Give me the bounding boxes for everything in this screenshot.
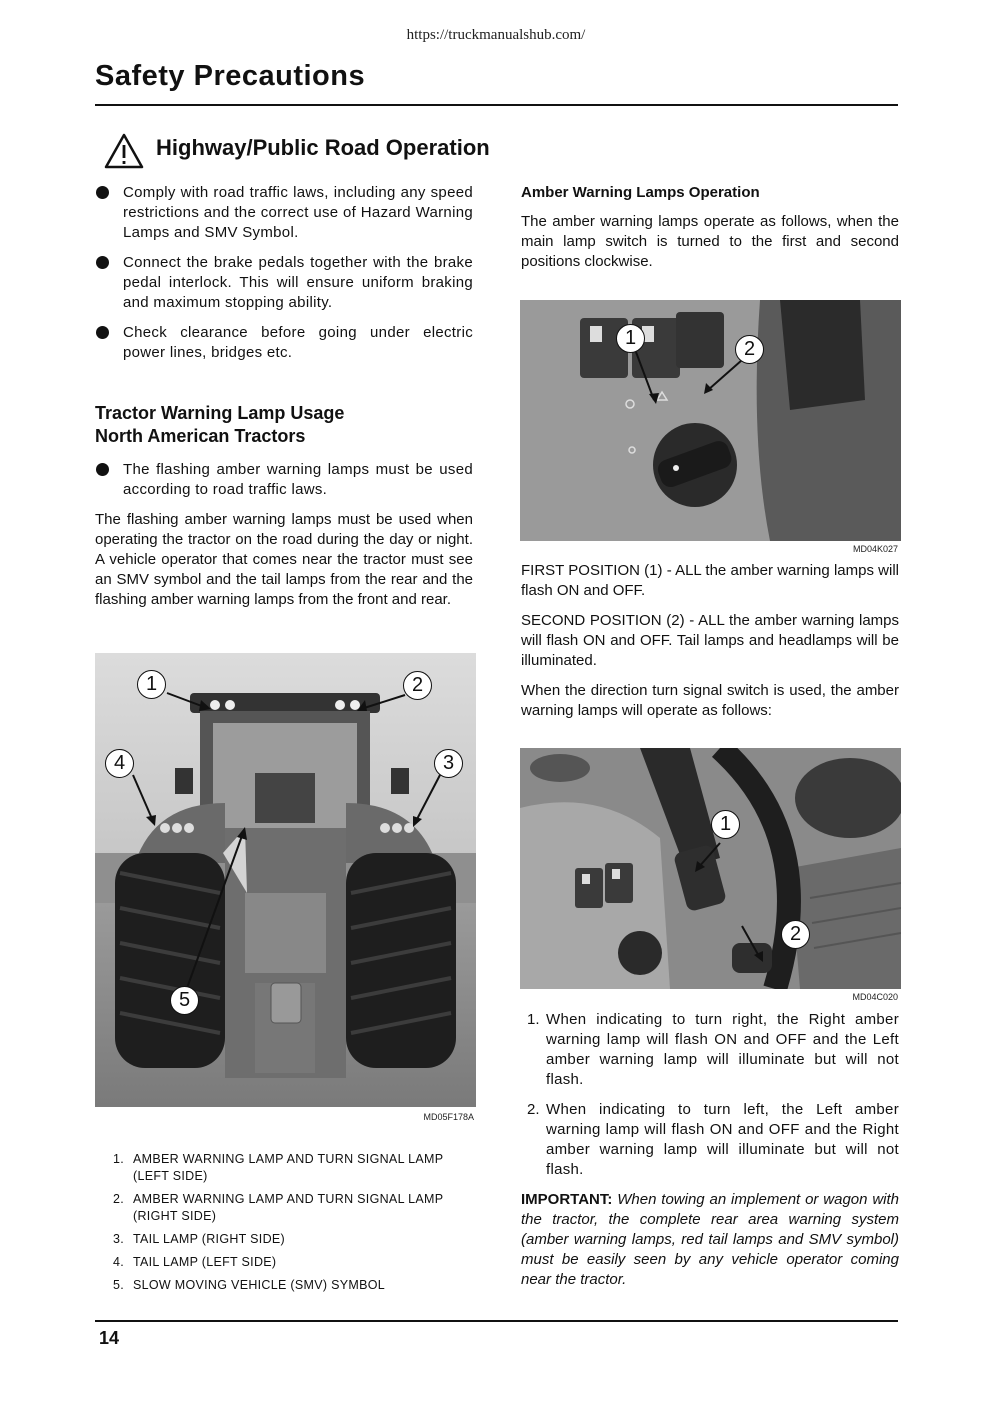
bullet-item [95,323,473,363]
switch-positions [521,561,899,721]
left-bullet-2 [95,460,473,500]
header-rule [95,104,898,106]
source-url: https://truckmanualshub.com/ [406,27,586,43]
bullet-item [95,460,473,500]
page-number: 14 [99,1328,120,1348]
callout-5: 5 [170,986,199,1015]
legend-number: 4. [113,1255,125,1269]
list-item [521,1100,899,1180]
turn-signal-intro: When the direction turn signal switch is used, the amber warning lamps will operate as follows: [521,682,899,719]
callout-1: 1 [616,324,645,353]
figure-legend [113,1151,473,1294]
left-paragraph [95,510,473,610]
important-label: IMPORTANT: [521,1191,613,1208]
left-bullets [95,183,473,363]
bullet-dot [96,256,109,269]
callout-1: 1 [711,810,740,839]
list-text: When indicating to turn right, the Right amber warning lamp will flash ON and OFF and the Left amber warning lamp will illuminate but will not flash. [546,1011,899,1088]
legend-number: 2. [113,1192,125,1206]
turn-signal-photo [520,748,901,989]
page-title: Safety Precautions [95,60,366,92]
bullet-dot [96,326,109,339]
warning-triangle-icon [104,133,144,169]
important-text: When towing an implement or wagon with the tractor, the complete rear area warning system (amber warning lamps, red tail lamps and SMV symbol) must be easily seen by any vehicle operator coming near the tractor. [521,1191,899,1288]
bullet-item [95,253,473,313]
legend-item [113,1231,473,1248]
subhead-line-2: North American Tractors [95,426,306,446]
important-note [521,1190,899,1290]
bullet-text: Comply with road traffic laws, including any speed restrictions and the correct use of Hazard Warning Lamps and SMV Symbol. [123,184,473,241]
callout-4: 4 [105,749,134,778]
bullet-dot [96,463,109,476]
footer-rule [95,1320,898,1322]
bullet-text: Check clearance before going under electric power lines, bridges etc. [123,324,473,361]
legend-number: 5. [113,1278,125,1292]
callout-3: 3 [434,749,463,778]
legend-text: TAIL LAMP (LEFT SIDE) [133,1255,277,1269]
section-title: Highway/Public Road Operation [156,135,490,160]
paragraph-text: The flashing amber warning lamps must be used when operating the tractor on the road during the day or night. A vehicle operator that comes near the tractor must see an SMV symbol and the tail lamps from the rear and the flashing amber warning lamps from the front and rear. [95,511,473,608]
figure-id: MD05F178A [423,1112,474,1122]
list-number: 1. [527,1011,540,1028]
legend-text: AMBER WARNING LAMP AND TURN SIGNAL LAMP (RIGHT SIDE) [133,1192,444,1223]
second-position-text: SECOND POSITION (2) - ALL the amber warning lamps will flash ON and OFF. Tail lamps and headlamps will be illuminated. [521,612,899,669]
bullet-dot [96,186,109,199]
legend-text: TAIL LAMP (RIGHT SIDE) [133,1232,285,1246]
legend-item [113,1254,473,1271]
figure-id: MD04K027 [852,544,898,554]
figure-id: MD04C020 [852,992,898,1002]
first-position-text: FIRST POSITION (1) - ALL the amber warning lamps will flash ON and OFF. [521,562,899,599]
list-item [521,1010,899,1090]
lamp-switch-photo [520,300,901,541]
callout-2: 2 [735,335,764,364]
subhead-line-1: Tractor Warning Lamp Usage [95,403,345,423]
list-text: When indicating to turn left, the Left amber warning lamp will flash ON and OFF and the Right amber warning lamp will illuminate but will not flash. [546,1101,899,1178]
callout-2: 2 [403,671,432,700]
amber-lamps-intro: The amber warning lamps operate as follows, when the main lamp switch is turned to the first and second positions clockwise. [521,213,899,270]
bullet-text: The flashing amber warning lamps must be used according to road traffic laws. [123,461,473,498]
tractor-rear-photo [95,653,476,1107]
callout-1: 1 [137,670,166,699]
callout-2: 2 [781,920,810,949]
legend-text: AMBER WARNING LAMP AND TURN SIGNAL LAMP (LEFT SIDE) [133,1152,444,1183]
lamp-switch-illustration [520,300,901,541]
amber-lamps-section [521,184,899,272]
tractor-illustration [95,653,476,1107]
legend-number: 3. [113,1232,125,1246]
legend-item [113,1151,473,1185]
tractor-lamp-subhead [95,402,473,448]
turn-signal-illustration [520,748,901,989]
amber-lamps-heading: Amber Warning Lamps Operation [521,184,760,201]
legend-text: SLOW MOVING VEHICLE (SMV) SYMBOL [133,1278,386,1292]
legend-number: 1. [113,1152,125,1166]
bullet-text: Connect the brake pedals together with the brake pedal interlock. This will ensure uniform braking and maximum stopping ability. [123,254,473,311]
legend-item [113,1277,473,1294]
bullet-item [95,183,473,243]
legend-item [113,1191,473,1225]
turn-signal-list [521,1010,899,1290]
list-number: 2. [527,1101,540,1118]
